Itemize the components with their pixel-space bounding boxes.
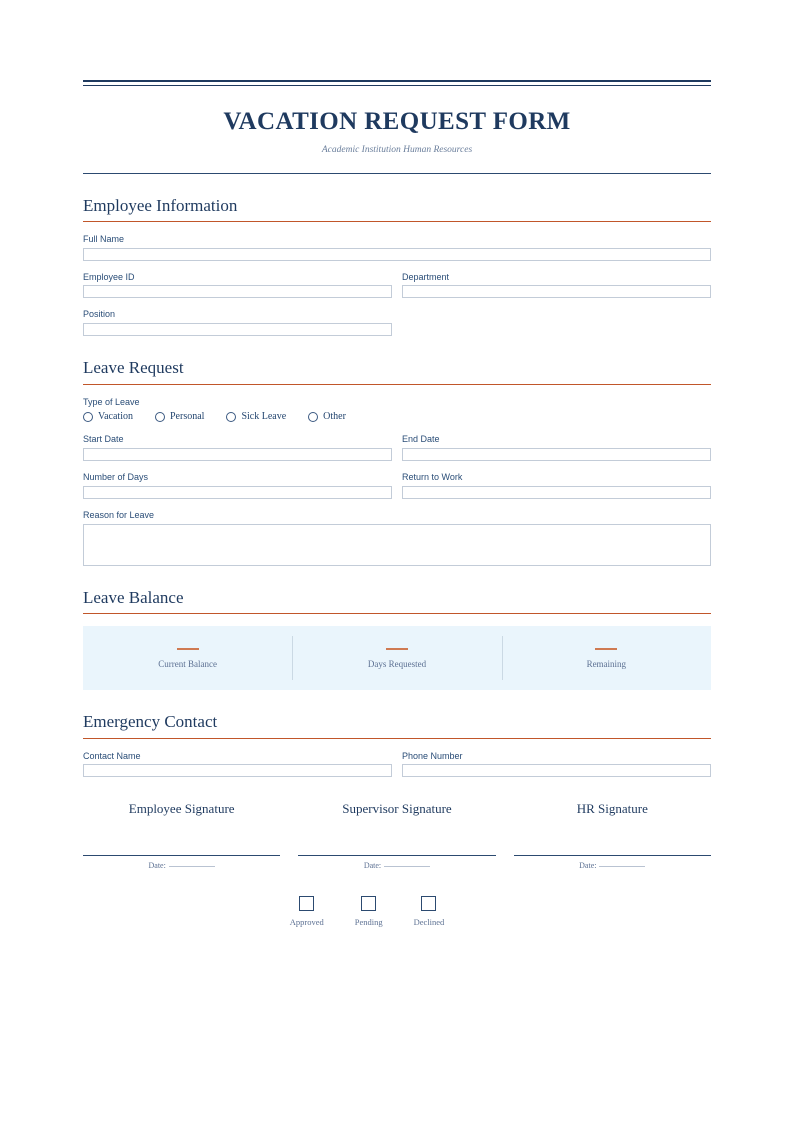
input-employee-id[interactable]	[83, 285, 392, 298]
section-title-leave-request: Leave Request	[83, 358, 184, 378]
input-return-to-work[interactable]	[402, 486, 711, 499]
radio-circle-icon	[155, 412, 165, 422]
status-label-pending: Pending	[354, 917, 383, 928]
section-emergency-contact	[83, 712, 711, 777]
status-option-declined[interactable]	[414, 896, 445, 927]
input-position[interactable]	[83, 323, 392, 336]
radio-circle-icon	[83, 412, 93, 422]
signature-date-supervisor	[298, 861, 495, 870]
signature-date-label-supervisor: Date:	[363, 861, 382, 871]
field-full-name	[83, 234, 711, 261]
field-contact-name	[83, 751, 392, 778]
header-top-double-rule	[83, 80, 711, 86]
section-title-leave-balance: Leave Balance	[83, 587, 184, 607]
label-employee-id: Employee ID	[83, 271, 135, 282]
field-employee-id	[83, 272, 392, 299]
field-phone-number	[402, 751, 711, 778]
label-type-of-leave: Type of Leave	[83, 396, 140, 407]
balance-value-days-requested	[386, 648, 408, 650]
status-option-approved[interactable]	[290, 896, 324, 927]
radio-label-sick-leave: Sick Leave	[241, 411, 287, 423]
status-label-approved: Approved	[289, 917, 324, 928]
leave-balance-panel	[83, 626, 711, 690]
signature-date-hr	[514, 861, 711, 870]
checkbox-declined[interactable]	[421, 896, 436, 911]
section-accent-rule	[83, 738, 711, 739]
row-start-end-date	[83, 434, 711, 461]
balance-value-remaining	[595, 648, 617, 650]
signature-date-blank-supervisor[interactable]	[384, 866, 430, 867]
row-days-return	[83, 472, 711, 499]
label-phone-number: Phone Number	[402, 750, 463, 761]
field-department	[402, 272, 711, 299]
radio-option-personal[interactable]	[155, 411, 204, 422]
signature-title-hr: HR Signature	[576, 801, 648, 817]
input-number-of-days[interactable]	[83, 486, 392, 499]
textarea-reason-for-leave[interactable]	[83, 524, 711, 566]
checkbox-pending[interactable]	[361, 896, 376, 911]
row-contact-name-phone	[83, 751, 711, 778]
input-contact-name[interactable]	[83, 764, 392, 777]
section-leave-request	[83, 358, 711, 566]
radio-option-other[interactable]	[308, 411, 346, 422]
signature-title-employee: Employee Signature	[128, 801, 235, 817]
section-accent-rule	[83, 613, 711, 614]
signature-block-supervisor	[298, 801, 495, 870]
radio-option-sick-leave[interactable]	[226, 411, 286, 422]
label-contact-name: Contact Name	[83, 750, 141, 761]
label-return-to-work: Return to Work	[402, 472, 463, 483]
radio-circle-icon	[226, 412, 236, 422]
field-number-of-days	[83, 472, 392, 499]
page-title: VACATION REQUEST FORM	[223, 108, 571, 135]
balance-cell-remaining	[502, 626, 711, 690]
status-label-declined: Declined	[413, 917, 445, 928]
signature-date-label-hr: Date:	[579, 861, 597, 871]
radio-group-type-of-leave	[83, 411, 711, 422]
section-title-employee-information: Employee Information	[83, 195, 238, 215]
section-employee-information	[83, 196, 711, 337]
section-title-emergency-contact: Emergency Contact	[83, 712, 218, 732]
document-header	[83, 0, 711, 174]
input-full-name[interactable]	[83, 248, 711, 261]
section-leave-balance	[83, 588, 711, 690]
balance-cell-days-requested	[292, 626, 501, 690]
checkbox-approved[interactable]	[299, 896, 314, 911]
input-end-date[interactable]	[402, 448, 711, 461]
radio-circle-icon	[308, 412, 318, 422]
input-phone-number[interactable]	[402, 764, 711, 777]
header-bottom-rule	[83, 173, 711, 174]
field-end-date	[402, 434, 711, 461]
form-page	[83, 0, 711, 927]
balance-label-days-requested: Days Requested	[367, 658, 427, 669]
balance-value-current-balance	[177, 648, 199, 650]
balance-cell-current-balance	[83, 626, 292, 690]
radio-label-personal: Personal	[170, 411, 205, 423]
balance-label-current-balance: Current Balance	[158, 658, 218, 669]
signature-date-blank-employee[interactable]	[169, 866, 215, 867]
section-accent-rule	[83, 384, 711, 385]
field-return-to-work	[402, 472, 711, 499]
signature-date-employee	[83, 861, 280, 870]
page-subtitle: Academic Institution Human Resources	[321, 144, 473, 155]
signature-block-hr	[514, 801, 711, 870]
label-full-name: Full Name	[83, 233, 125, 244]
signature-line-employee[interactable]	[83, 855, 280, 856]
status-checkbox-group	[83, 896, 711, 927]
field-position	[83, 309, 711, 336]
signature-line-hr[interactable]	[514, 855, 711, 856]
label-department: Department	[402, 271, 450, 282]
signature-block-employee	[83, 801, 280, 870]
label-reason-for-leave: Reason for Leave	[83, 510, 155, 521]
input-start-date[interactable]	[83, 448, 392, 461]
signature-date-label-employee: Date:	[148, 861, 166, 871]
radio-label-other: Other	[323, 411, 346, 423]
label-end-date: End Date	[402, 434, 440, 445]
radio-label-vacation: Vacation	[98, 411, 133, 423]
radio-option-vacation[interactable]	[83, 411, 133, 422]
label-number-of-days: Number of Days	[83, 472, 149, 483]
signature-row	[83, 801, 711, 870]
section-accent-rule	[83, 221, 711, 222]
status-option-pending[interactable]	[355, 896, 383, 927]
row-employee-id-department	[83, 272, 711, 299]
balance-label-remaining: Remaining	[586, 658, 627, 669]
signature-date-blank-hr[interactable]	[599, 866, 645, 867]
label-position: Position	[83, 309, 116, 320]
input-department[interactable]	[402, 285, 711, 298]
field-reason-for-leave	[83, 510, 711, 566]
label-start-date: Start Date	[83, 434, 124, 445]
signature-title-supervisor: Supervisor Signature	[342, 801, 452, 817]
field-start-date	[83, 434, 392, 461]
signature-line-supervisor[interactable]	[298, 855, 495, 856]
